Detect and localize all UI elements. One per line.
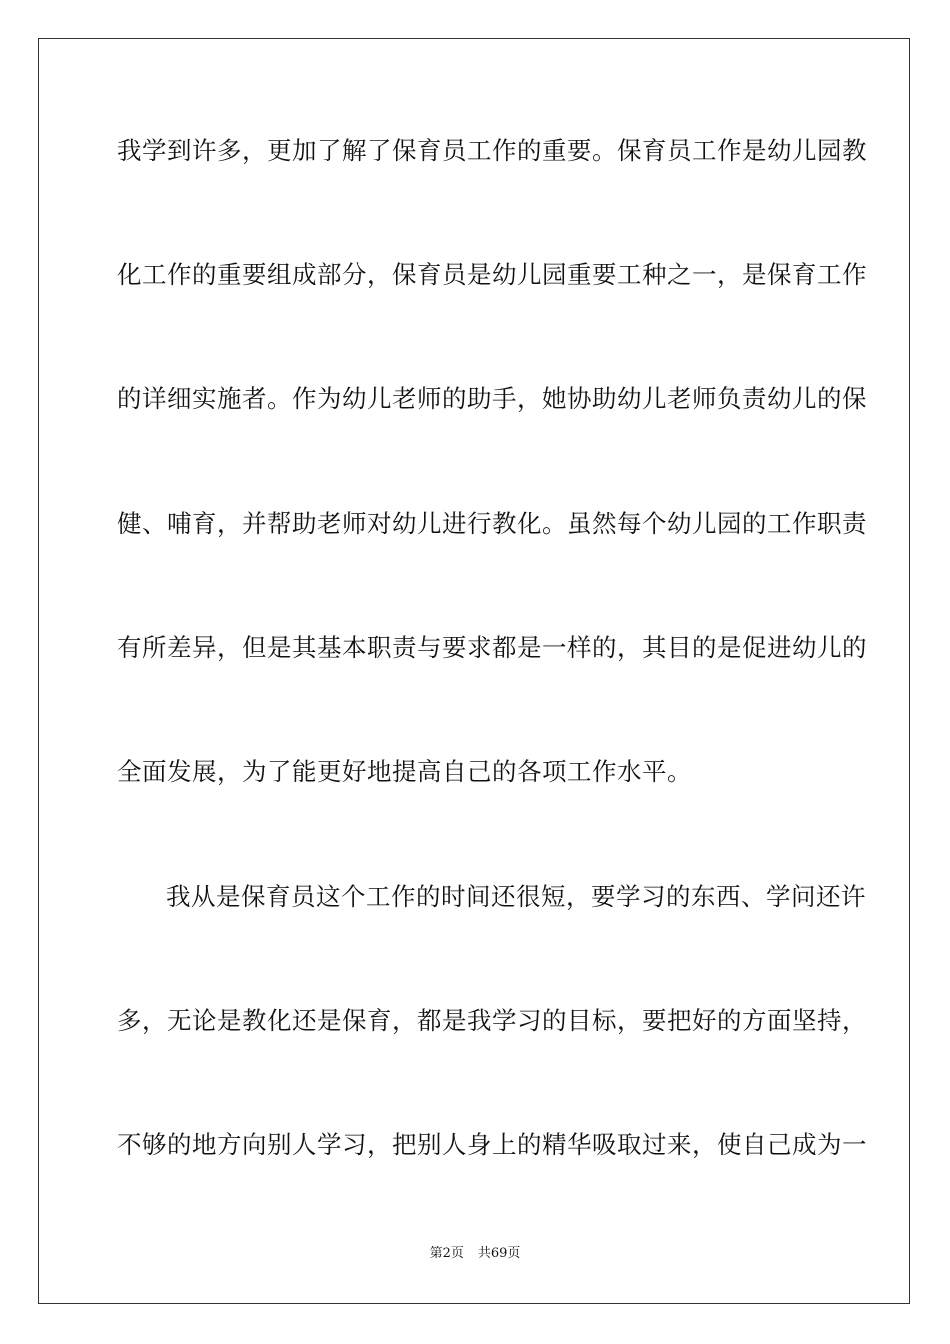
text-line: 不够的地方向别人学习，把别人身上的精华吸取过来，使自己成为一 [117, 1130, 867, 1159]
page-total: 共69页 [477, 1246, 521, 1261]
text-line: 多，无论是教化还是保育，都是我学习的目标，要把好的方面坚持， [117, 1006, 867, 1035]
page-number: 第2页 [429, 1246, 464, 1261]
text-line: 的详细实施者。作为幼儿老师的助手，她协助幼儿老师负责幼儿的保 [117, 384, 867, 413]
text-line: 有所差异，但是其基本职责与要求都是一样的，其目的是促进幼儿的 [117, 633, 867, 662]
text-line: 化工作的重要组成部分，保育员是幼儿园重要工种之一，是保育工作 [117, 260, 867, 289]
paragraph-first-line: 我从是保育员这个工作的时间还很短，要学习的东西、学问还许 [166, 882, 866, 911]
text-line: 全面发展，为了能更好地提高自己的各项工作水平。 [117, 757, 692, 786]
text-line: 健、哺育，并帮助老师对幼儿进行教化。虽然每个幼儿园的工作职责 [117, 509, 867, 538]
page-border [38, 38, 910, 1304]
text-line: 我学到许多，更加了解了保育员工作的重要。保育员工作是幼儿园教 [117, 136, 867, 165]
page-footer [0, 1246, 950, 1262]
